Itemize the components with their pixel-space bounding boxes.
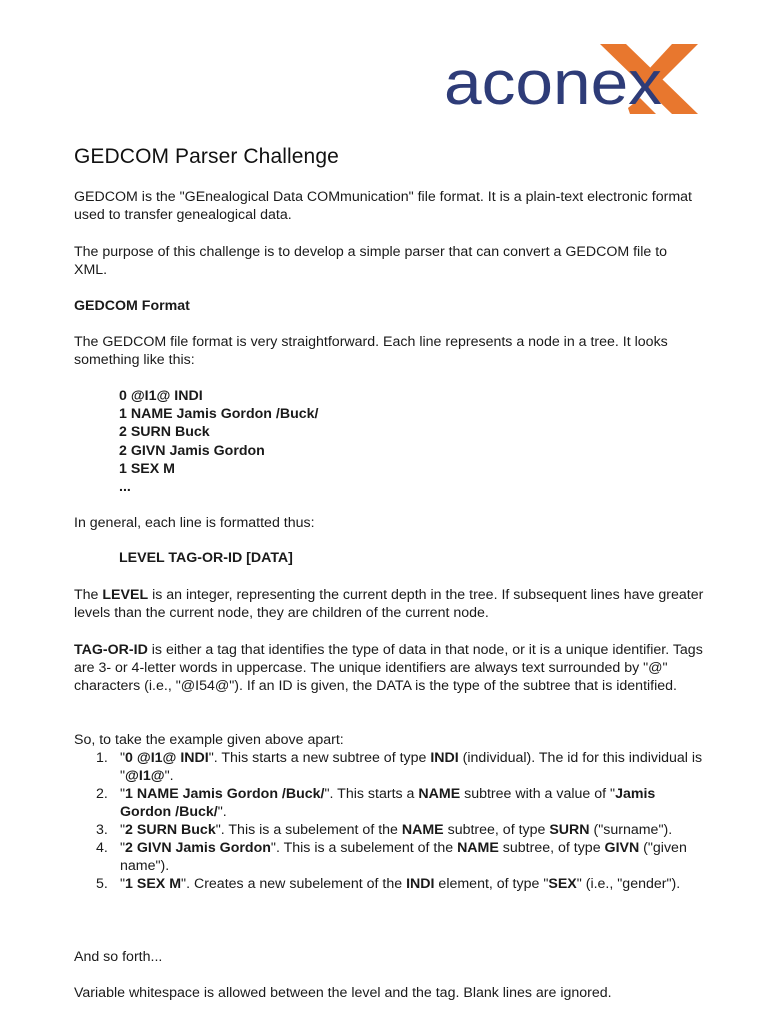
bold-term: 0 @I1@ INDI xyxy=(125,750,209,766)
bold-term: NAME xyxy=(457,840,499,856)
bold-term: NAME xyxy=(418,786,461,802)
bold-term: 1 SEX M xyxy=(125,876,182,892)
example-line: 1 NAME Jamis Gordon /Buck/ xyxy=(119,406,319,423)
list-number: 1. xyxy=(96,750,108,766)
list-text: ("surname"). xyxy=(589,822,673,838)
level-term: LEVEL xyxy=(102,587,149,603)
list-text: " (i.e., "gender"). xyxy=(576,876,681,892)
format-paragraph: The GEDCOM file format is very straightforward. Each line represents a node in a tree. It looks something like this: xyxy=(74,334,668,368)
format-line: LEVEL TAG-OR-ID [DATA] xyxy=(119,550,293,566)
and-so-forth: And so forth... xyxy=(74,949,163,965)
bold-term: SEX xyxy=(548,876,577,892)
intro-paragraph-2: The purpose of this challenge is to develop a simple parser that can convert a GEDCOM file to XML. xyxy=(74,244,668,278)
section-heading: GEDCOM Format xyxy=(74,298,190,314)
example-line: ... xyxy=(119,479,131,496)
list-text: subtree, of type xyxy=(498,840,605,856)
gedcom-example-block xyxy=(119,387,318,496)
bold-term: 1 NAME Jamis Gordon /Buck/ xyxy=(125,786,325,802)
bold-term: 2 SURN Buck xyxy=(125,822,216,838)
example-line: 0 @I1@ INDI xyxy=(119,388,203,404)
level-description: is an integer, representing the current depth in the tree. If subsequent lines have greater levels than the current node, they are children of the current node. xyxy=(74,587,704,621)
list-text: ("given name"). xyxy=(120,840,687,874)
list-text: " xyxy=(120,786,126,802)
example-breakdown-list xyxy=(74,749,704,893)
bold-term: GIVN xyxy=(604,840,640,856)
list-text: (individual). The id for this individual is " xyxy=(120,750,703,784)
example-intro: So, to take the example given above apart: xyxy=(74,732,344,748)
list-text: " xyxy=(120,876,126,892)
tag-or-id-paragraph xyxy=(74,641,704,695)
list-text: " xyxy=(120,840,126,856)
page-title: GEDCOM Parser Challenge xyxy=(74,145,339,168)
list-text: subtree, of type xyxy=(443,822,550,838)
bold-term: SURN xyxy=(549,822,590,838)
list-text: ". This is a subelement of the xyxy=(215,822,402,838)
bold-term: INDI xyxy=(406,876,435,892)
example-line: 2 SURN Buck xyxy=(119,424,210,441)
list-text: ". This is a subelement of the xyxy=(270,840,458,856)
example-line: 1 SEX M xyxy=(119,460,175,477)
bold-term: @I1@ xyxy=(125,768,165,784)
intro-paragraph-1: GEDCOM is the "GEnealogical Data COMmunication" file format. It is a plain-text electronic format used to transfer genealogical data. xyxy=(74,189,692,223)
list-number: 5. xyxy=(96,876,108,892)
list-number: 3. xyxy=(96,822,108,838)
bold-term: Jamis Gordon /Buck/ xyxy=(120,786,656,820)
list-text: ". This starts a xyxy=(324,786,419,802)
whitespace-note: Variable whitespace is allowed between the level and the tag. Blank lines are ignored. xyxy=(74,985,612,1001)
list-item xyxy=(74,785,704,821)
list-text: ". This starts a new subtree of type xyxy=(208,750,431,766)
list-text: ". Creates a new subelement of the xyxy=(181,876,407,892)
example-line: 2 GIVN Jamis Gordon xyxy=(119,442,265,459)
list-text: subtree with a value of " xyxy=(460,786,616,802)
list-text: ". xyxy=(217,804,227,820)
bold-term: INDI xyxy=(430,750,459,766)
bold-term: 2 GIVN Jamis Gordon xyxy=(125,840,271,856)
level-paragraph xyxy=(74,586,704,622)
list-text: ". xyxy=(164,768,174,784)
list-text: " xyxy=(120,822,126,838)
list-text: element, of type " xyxy=(434,876,549,892)
general-format-paragraph: In general, each line is formatted thus: xyxy=(74,515,315,531)
level-pre: The xyxy=(74,587,103,603)
bold-term: NAME xyxy=(401,822,444,838)
logo-text: aconex xyxy=(444,49,662,116)
list-item xyxy=(74,749,704,785)
list-item xyxy=(74,821,704,839)
tag-or-id-term: TAG-OR-ID xyxy=(74,642,148,658)
aconex-logo xyxy=(440,40,700,116)
tag-or-id-description: is either a tag that identifies the type of data in that node, or it is a unique identifier. Tags are 3- or 4-letter words in uppercase. The unique identifiers are always text surrounded by "@" characters (i.e., "@I54@"). If an ID is given, the DATA is the type of the subtree that is identified. xyxy=(74,642,703,694)
list-text: " xyxy=(120,750,126,766)
list-number: 4. xyxy=(96,840,108,856)
list-number: 2. xyxy=(96,786,108,802)
list-item xyxy=(74,839,704,875)
list-item xyxy=(74,875,704,893)
